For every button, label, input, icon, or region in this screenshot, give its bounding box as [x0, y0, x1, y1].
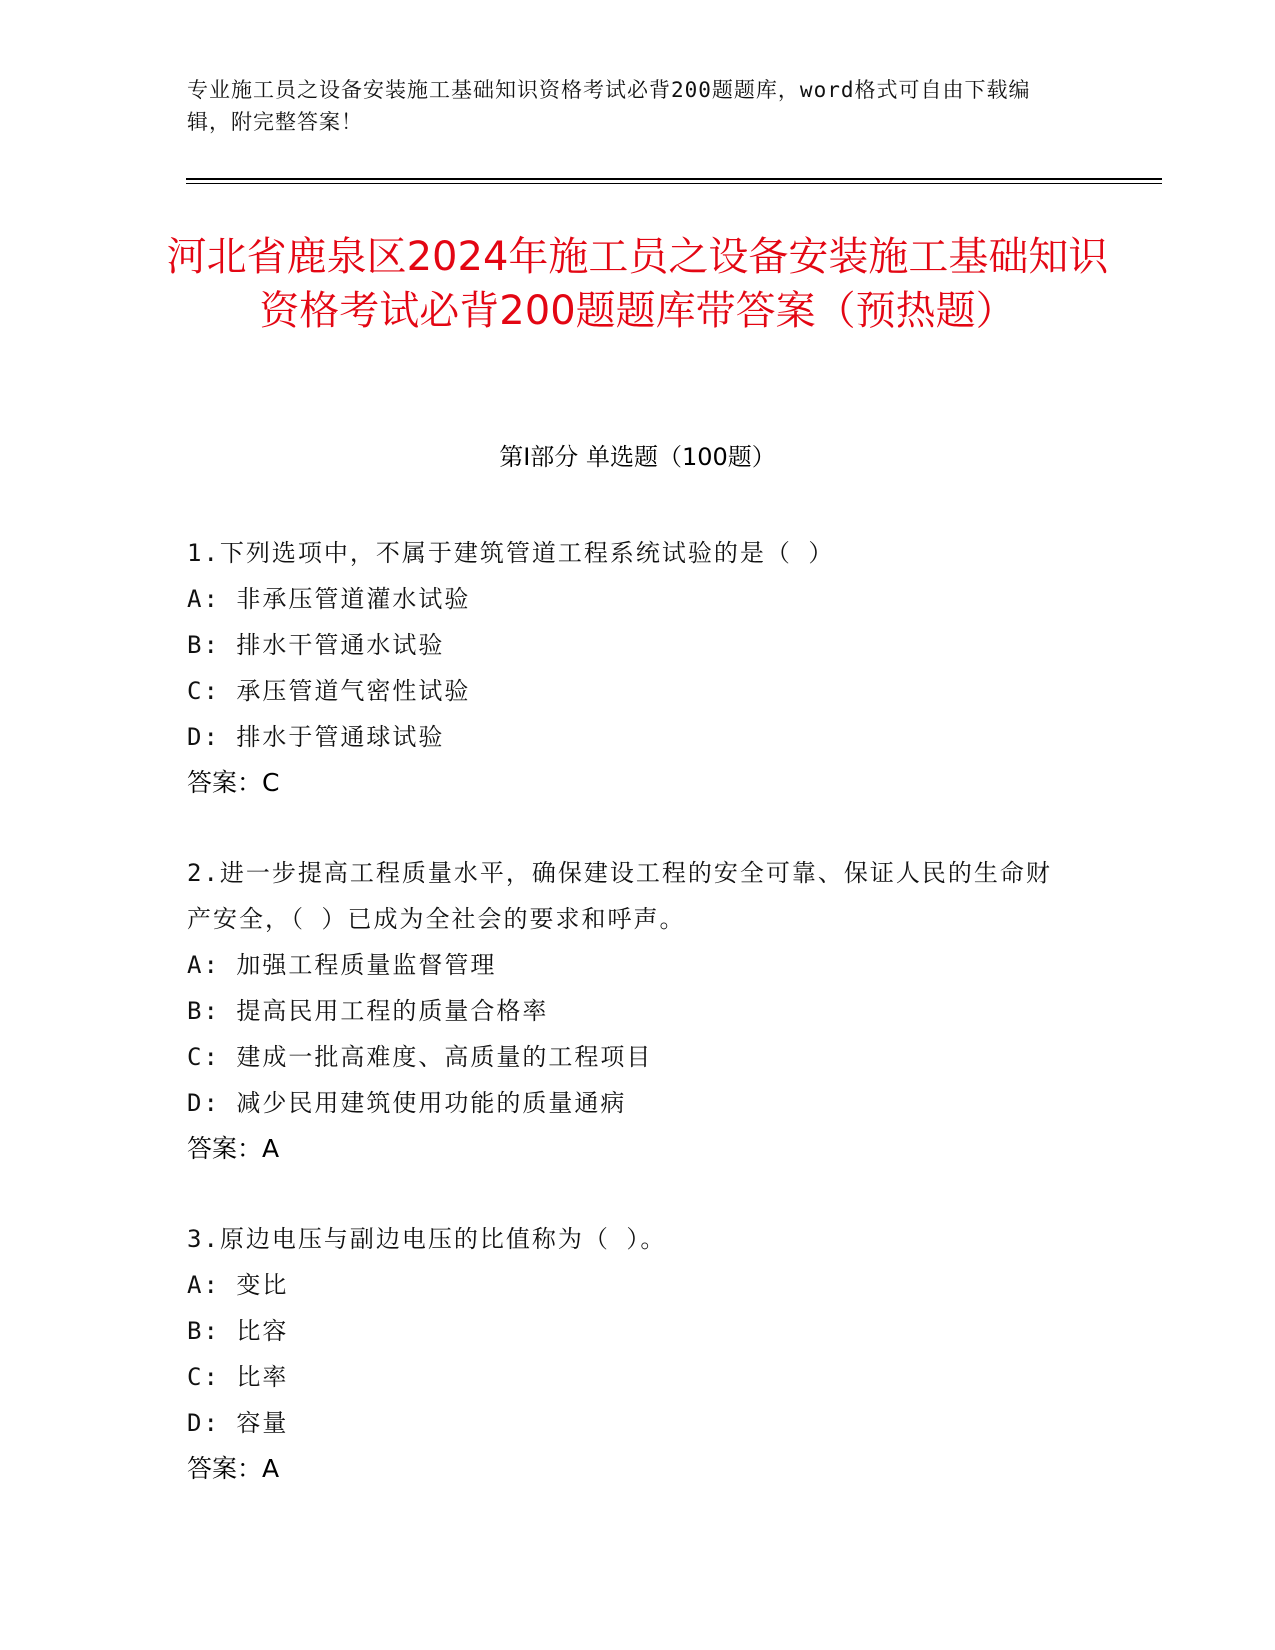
option-d: D: 减少民用建筑使用功能的质量通病: [187, 1089, 627, 1117]
question-list: [187, 530, 1087, 1536]
question-2: [187, 850, 1087, 1172]
option-d: D: 容量: [187, 1409, 289, 1437]
question-stem: 1.下列选项中，不属于建筑管道工程系统试验的是（ ）: [187, 539, 835, 567]
question-stem: 3.原边电压与副边电压的比值称为（ ）。: [187, 1225, 667, 1253]
option-b: B: 比容: [187, 1317, 289, 1345]
option-a: A: 非承压管道灌水试验: [187, 585, 471, 613]
header-note: 专业施工员之设备安装施工基础知识资格考试必背200题题库，word格式可自由下载编辑，附完整答案！: [187, 78, 1031, 134]
answer-line: 答案：C: [187, 768, 280, 797]
header-divider-thick: [186, 178, 1162, 180]
option-d: D: 排水于管通球试验: [187, 723, 445, 751]
option-c: C: 承压管道气密性试验: [187, 677, 471, 705]
document-title: 河北省鹿泉区2024年施工员之设备安装施工基础知识资格考试必背200题题库带答案（预热题）: [166, 234, 1109, 334]
option-a: A: 加强工程质量监督管理: [187, 951, 497, 979]
option-a: A: 变比: [187, 1271, 289, 1299]
option-b: B: 排水干管通水试验: [187, 631, 445, 659]
answer-line: 答案：A: [187, 1134, 280, 1163]
question-stem: 2.进一步提高工程质量水平，确保建设工程的安全可靠、保证人民的生命财产安全，（ ）已成为全社会的要求和呼声。: [187, 859, 1052, 933]
option-c: C: 建成一批高难度、高质量的工程项目: [187, 1043, 653, 1071]
section-heading: 第Ⅰ部分 单选题（100题）: [499, 443, 776, 471]
question-1: [187, 530, 1087, 806]
option-b: B: 提高民用工程的质量合格率: [187, 997, 549, 1025]
header-divider-thin: [186, 183, 1162, 184]
option-c: C: 比率: [187, 1363, 289, 1391]
question-3: [187, 1216, 1087, 1492]
answer-line: 答案：A: [187, 1454, 280, 1483]
